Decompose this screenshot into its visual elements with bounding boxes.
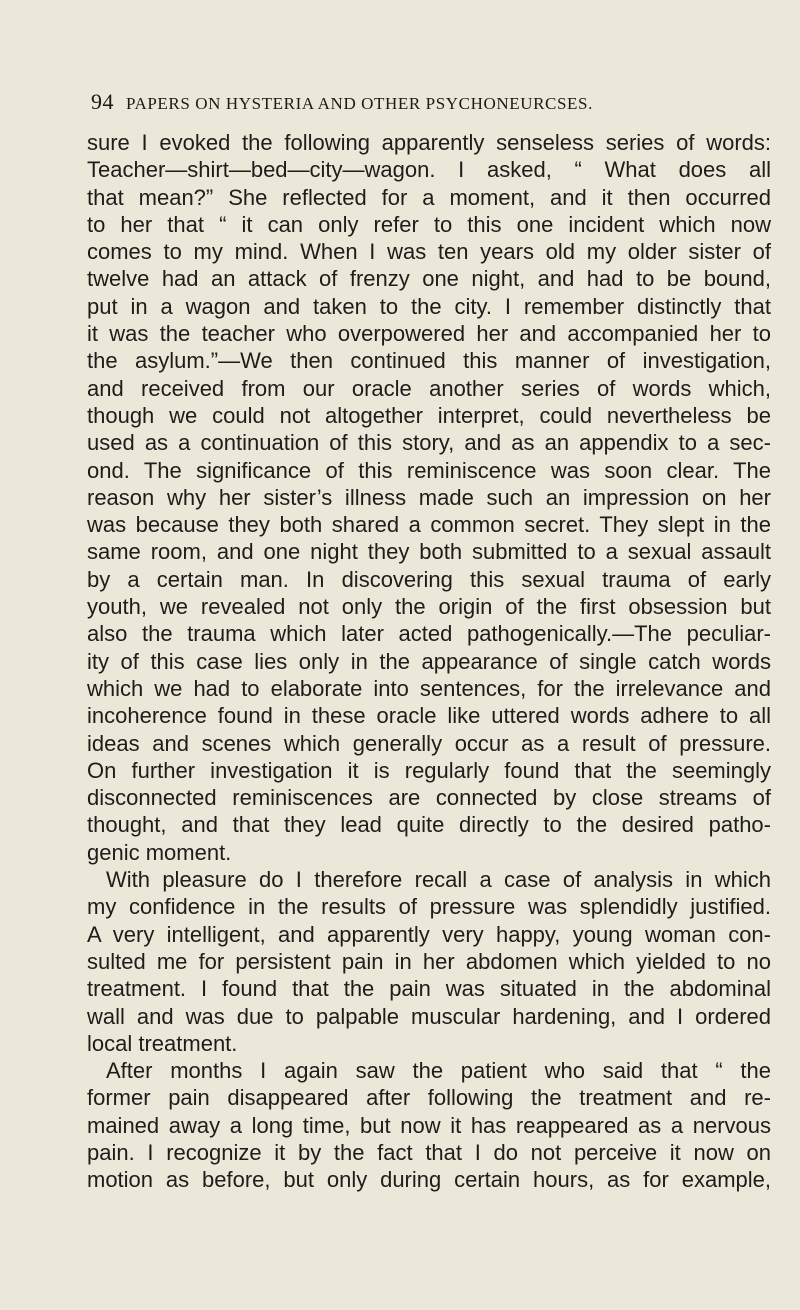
text-line: to her that “ it can only refer to this one incident which now	[87, 211, 771, 237]
text-line: A very intelligent, and apparently very happy, young woman con-	[87, 921, 771, 947]
text-line: twelve had an attack of frenzy one night, and had to be bound,	[87, 266, 771, 292]
paragraph-start-line: With pleasure do I therefore recall a case of analysis in which	[106, 867, 771, 893]
text-line: same room, and one night they both submitted to a sexual assault	[87, 539, 771, 565]
text-line: comes to my mind. When I was ten years old my older sister of	[87, 239, 771, 265]
paragraph-end-line: local treatment.	[87, 1030, 238, 1056]
text-line: thought, and that they lead quite directly to the desired patho-	[87, 812, 771, 838]
text-line: On further investigation it is regularly found that the seemingly	[87, 757, 771, 783]
text-line: was because they both shared a common secret. They slept in the	[87, 512, 771, 538]
paragraph-end-line: genic moment.	[87, 839, 232, 865]
text-line: ity of this case lies only in the appearance of single catch words	[87, 648, 771, 674]
text-line: former pain disappeared after following the treatment and re-	[87, 1085, 771, 1111]
text-line: motion as before, but only during certain hours, as for example,	[87, 1167, 771, 1193]
text-line: sure I evoked the following apparently senseless series of words:	[87, 130, 771, 155]
text-line: ideas and scenes which generally occur as a result of pressure.	[87, 730, 771, 756]
text-line: though we could not altogether interpret, could nevertheless be	[87, 402, 771, 428]
text-line: reason why her sister’s illness made such an impression on her	[87, 484, 771, 510]
paragraph-start-line: After months I again saw the patient who said that “ the	[106, 1058, 771, 1084]
text-line: wall and was due to palpable muscular hardening, and I ordered	[87, 1003, 771, 1029]
text-line: treatment. I found that the pain was situated in the abdominal	[87, 976, 771, 1002]
text-line: youth, we revealed not only the origin of the first obsession but	[87, 594, 771, 620]
text-line: that mean?” She reflected for a moment, and it then occurred	[87, 184, 771, 210]
text-line: and received from our oracle another series of words which,	[87, 375, 771, 401]
text-line: it was the teacher who overpowered her and accompanied her to	[87, 321, 771, 347]
text-line: by a certain man. In discovering this sexual trauma of early	[87, 566, 771, 592]
text-line: disconnected reminiscences are connected by close streams of	[87, 785, 771, 811]
text-line: incoherence found in these oracle like uttered words adhere to all	[87, 703, 771, 729]
text-line: sulted me for persistent pain in her abdomen which yielded to no	[87, 948, 771, 974]
text-line: pain. I recognize it by the fact that I do not perceive it now on	[87, 1139, 771, 1165]
text-line: ond. The significance of this reminiscence was soon clear. The	[87, 457, 771, 483]
text-line: my confidence in the results of pressure was splendidly justified.	[87, 894, 771, 920]
text-line: the asylum.”—We then continued this manner of investigation,	[87, 348, 771, 374]
running-head	[91, 89, 711, 115]
body-text	[87, 129, 771, 1194]
text-line: Teacher—shirt—bed—city—wagon. I asked, “ What does all	[87, 157, 771, 183]
text-line: used as a continuation of this story, and as an appendix to a sec-	[87, 430, 771, 456]
text-line: also the trauma which later acted pathogenically.—The peculiar-	[87, 621, 771, 647]
page-number: 94	[91, 89, 114, 114]
text-line: put in a wagon and taken to the city. I remember distinctly that	[87, 293, 771, 319]
running-title: PAPERS ON HYSTERIA AND OTHER PSYCHONEURCSES.	[126, 94, 593, 113]
text-line: mained away a long time, but now it has reappeared as a nervous	[87, 1112, 771, 1138]
text-line: which we had to elaborate into sentences, for the irrelevance and	[87, 675, 771, 701]
